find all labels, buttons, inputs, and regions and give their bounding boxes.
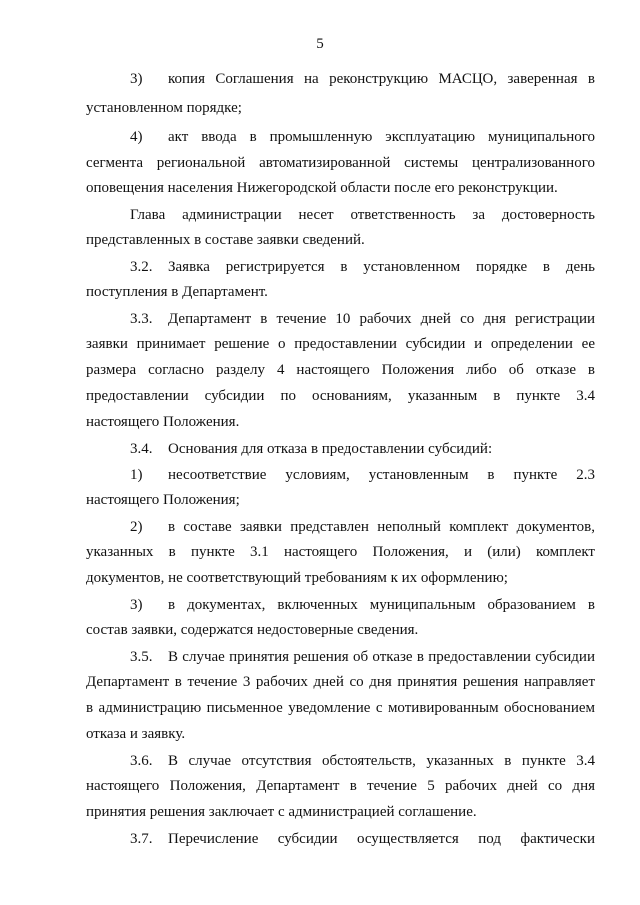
clause-3-2 [86,258,595,276]
text-line: Департамент в течение 3 рабочих дней со дня принятия решения направляет [86,674,595,690]
clause-number: 3.4. [130,441,153,457]
line-text: Департамент в течение 10 рабочих дней со дня регистрации [168,311,595,327]
line-text: Перечисление субсидии осуществляется под фактически [168,831,595,847]
line-text: В случае принятия решения об отказе в предоставлении субсидии [168,649,595,665]
text-line: отказа и заявку. [86,726,186,742]
line-text: Основания для отказа в предоставлении субсидий: [168,441,493,457]
item-number: 4) [130,129,143,145]
text-line: настоящего Положения; [86,492,240,508]
line-text: акт ввода в промышленную эксплуатацию муниципального [168,129,595,145]
line-text: несоответствие условиям, установленным в пункте 2.3 [168,467,595,483]
item-number: 3) [130,597,143,613]
text-line: сегмента региональной автоматизированной системы централизованного [86,155,595,171]
list-item-2 [86,518,595,536]
clause-3-6 [86,752,595,770]
text-line: указанных в пункте 3.1 настоящего Положения, и (или) комплект [86,544,595,560]
text-line: оповещения населения Нижегородской области после его реконструкции. [86,180,558,196]
clause-number: 3.6. [130,753,153,769]
text-line: настоящего Положения. [86,414,240,430]
text-line: установленном порядке; [86,100,242,116]
text-line: принятия решения заключает с администрацией соглашение. [86,804,477,820]
paragraph-line: Глава администрации несет ответственность за достоверность [130,207,595,223]
list-item-3 [86,70,595,88]
list-item-4 [86,128,595,146]
clause-3-4 [86,440,595,458]
text-line: размера согласно разделу 4 настоящего Положения либо об отказе в [86,362,595,378]
clause-number: 3.2. [130,259,153,275]
clause-number: 3.5. [130,649,153,665]
list-item-3b [86,596,595,614]
item-number: 2) [130,519,143,535]
text-line: документов, не соответствующий требованиям к их оформлению; [86,570,508,586]
text-line: поступления в Департамент. [86,284,268,300]
line-text: В случае отсутствия обстоятельств, указанных в пункте 3.4 [168,753,595,769]
clause-3-7 [86,830,595,848]
text-line: в администрацию письменное уведомление с мотивированным обоснованием [86,700,595,716]
line-text: копия Соглашения на реконструкцию МАСЦО, заверенная в [168,71,595,87]
line-text: Заявка регистрируется в установленном порядке в день [168,259,595,275]
item-number: 1) [130,467,143,483]
clause-number: 3.3. [130,311,153,327]
page-number: 5 [316,36,324,52]
text-line: предоставлении субсидии по основаниям, указанным в пункте 3.4 [86,388,595,404]
text-line: заявки принимает решение о предоставлении субсидии и определении ее [86,336,595,352]
list-item-1 [86,466,595,484]
clause-number: 3.7. [130,831,153,847]
clause-3-5 [86,648,595,666]
text-line: настоящего Положения, Департамент в течение 5 рабочих дней со дня [86,778,595,794]
text-line: состав заявки, содержатся недостоверные сведения. [86,622,419,638]
clause-3-3 [86,310,595,328]
line-text: в документах, включенных муниципальным образованием в [168,597,595,613]
item-number: 3) [130,71,143,87]
line-text: в составе заявки представлен неполный комплект документов, [168,519,595,535]
text-line: представленных в составе заявки сведений. [86,232,365,248]
